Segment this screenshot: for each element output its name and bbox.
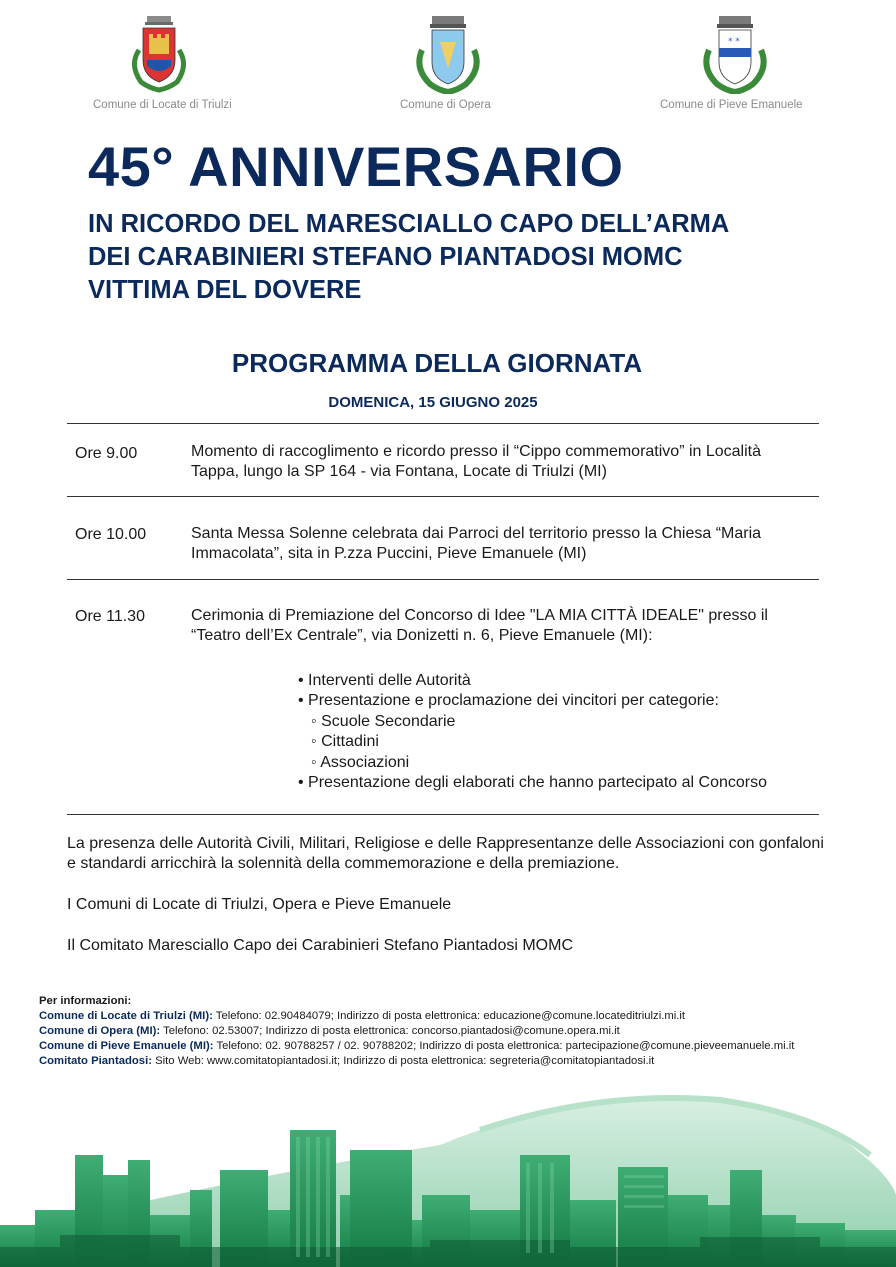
info-line-pieve	[39, 1039, 794, 1054]
info-text: Telefono: 02. 90788257 / 02. 90788202; Indirizzo di posta elettronica: partecipazione@comune.pieveemanuele.mi.it	[213, 1040, 795, 1052]
sub-bullet-item: ◦ Cittadini	[311, 733, 379, 750]
event-description: Santa Messa Solenne celebrata dai Parroci del territorio presso la Chiesa “Maria Immacolata”, sita in P.zza Puccini, Pieve Emanuele (MI)	[191, 525, 762, 562]
info-label: Comune di Pieve Emanuele (MI):	[39, 1040, 214, 1052]
subtitle-line-1: IN RICORDO DEL MARESCIALLO CAPO DELL’ARMA	[88, 210, 730, 238]
sub-bullet-item: ◦ Associazioni	[311, 754, 410, 771]
info-text: Sito Web: www.comitatopiantadosi.it; Indirizzo di posta elettronica: segreteria@comitatopiantadosi.it	[151, 1055, 655, 1067]
event-description: Cerimonia di Premiazione del Concorso di Idee "LA MIA CITTÀ IDEALE" presso il “Teatro dell’Ex Centrale”, via Donizetti n. 6, Pieve Emanuele (MI):	[191, 607, 768, 644]
event-time: Ore 10.00	[75, 526, 147, 543]
info-line-comitato	[39, 1054, 654, 1069]
svg-text:* *: * *	[728, 37, 740, 47]
event-description: Momento di raccoglimento e ricordo presso il “Cippo commemorativo” in Località Tappa, lungo la SP 164 - via Fontana, Locate di Triulzi (MI)	[191, 443, 762, 480]
opera-crest-icon	[408, 10, 488, 94]
page-title: 45° ANNIVERSARIO	[88, 135, 624, 198]
info-label: Comitato Piantadosi:	[39, 1055, 152, 1067]
crest-label-locate: Comune di Locate di Triulzi	[93, 99, 232, 111]
subtitle-line-3: VITTIMA DEL DOVERE	[88, 276, 362, 304]
bullet-item: • Presentazione e proclamazione dei vincitori per categorie:	[298, 692, 719, 709]
info-heading: Per informazioni:	[39, 995, 132, 1007]
crest-label-opera: Comune di Opera	[400, 99, 491, 111]
divider	[67, 579, 819, 580]
info-text: Telefono: 02.90484079; Indirizzo di posta elettronica: educazione@comune.locateditriulzi.mi.it	[212, 1010, 686, 1022]
closing-paragraph: La presenza delle Autorità Civili, Militari, Religiose e delle Rappresentanze delle Associazioni con gonfaloni e standardi arricchirà la solennità della commemorazione e della premiazione.	[67, 835, 824, 872]
locate-triulzi-crest-icon	[119, 10, 199, 94]
bullet-item: • Interventi delle Autorità	[298, 672, 471, 689]
info-label: Comune di Opera (MI):	[39, 1025, 161, 1037]
event-time: Ore 11.30	[75, 608, 145, 625]
bullet-item: • Presentazione degli elaborati che hanno partecipato al Concorso	[298, 774, 768, 791]
program-date: DOMENICA, 15 GIUGNO 2025	[328, 394, 538, 411]
divider	[67, 423, 819, 424]
event-time: Ore 9.00	[75, 445, 138, 462]
signature-comuni: I Comuni di Locate di Triulzi, Opera e Pieve Emanuele	[67, 896, 452, 913]
crest-label-pieve: Comune di Pieve Emanuele	[660, 99, 803, 111]
divider	[67, 814, 819, 815]
signature-comitato: Il Comitato Maresciallo Capo dei Carabinieri Stefano Piantadosi MOMC	[67, 937, 573, 954]
sub-bullet-item: ◦ Scuole Secondarie	[311, 713, 456, 730]
info-line-opera	[39, 1024, 620, 1039]
program-heading: PROGRAMMA DELLA GIORNATA	[231, 348, 643, 378]
info-text: Telefono: 02.53007; Indirizzo di posta elettronica: concorso.piantadosi@comune.opera.mi.it	[160, 1025, 620, 1037]
subtitle-line-2: DEI CARABINIERI STEFANO PIANTADOSI MOMC	[88, 243, 683, 271]
pieve-emanuele-crest-icon	[695, 10, 775, 94]
info-label: Comune di Locate di Triulzi (MI):	[39, 1010, 213, 1022]
divider	[67, 496, 819, 497]
info-line-locate	[39, 1009, 685, 1024]
city-skyline-illustration	[0, 1075, 896, 1267]
